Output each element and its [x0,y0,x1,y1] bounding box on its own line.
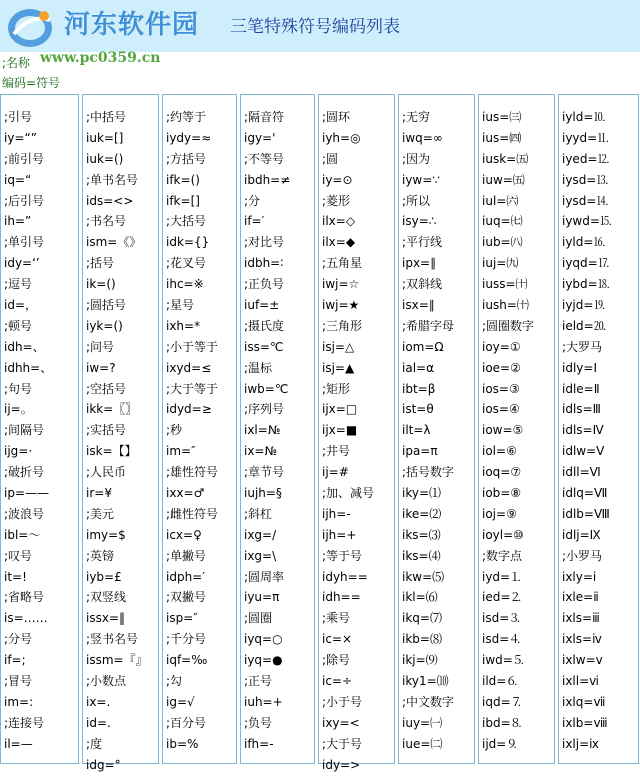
symbol-code: iyu=π [244,590,280,605]
symbol-code: ij=# [322,465,349,480]
symbol-code: iky1=⑽ [402,674,449,689]
symbol-code: icx=♀ [166,527,202,542]
symbol-name: ;后引号 [4,193,45,208]
symbol-code: idph=′ [166,569,205,584]
symbol-code: iyyd=⒒ [562,130,610,145]
symbol-code: ist=θ [402,402,434,417]
symbol-code: iuw=㈤ [482,172,525,187]
symbol-code: idls=Ⅳ [562,423,604,438]
symbol-code: iyjd=⒚ [562,298,606,313]
symbol-name: ;温标 [244,360,273,375]
symbol-code: ixg=\ [244,548,277,563]
symbol-code: isj=△ [322,339,355,354]
symbol-name: ;单撇号 [166,548,207,563]
symbol-code: if=′ [244,214,265,229]
symbol-code: iol=⑥ [482,444,517,459]
symbol-name: ;菱形 [322,193,351,208]
symbol-name: ;逗号 [4,277,33,292]
symbol-code: isp=″ [166,611,198,626]
symbol-code: ih=” [4,214,32,229]
symbol-code: is=…… [4,611,48,626]
symbol-code: id=， [4,298,38,313]
symbol-name: ;正号 [244,674,273,689]
symbol-code: ijd=⒐ [482,736,519,751]
symbol-code: ield=⒛ [562,318,606,333]
symbol-name: ;大括号 [166,214,207,229]
symbol-code: issx=‖ [86,611,125,626]
symbol-code: isd=⒊ [482,611,522,626]
symbol-code: ilx=◇ [322,214,356,229]
symbol-name: ;加、减号 [322,486,375,501]
logo-text: 河东软件园 [64,10,200,40]
symbol-code: iyq=● [244,653,283,668]
symbol-code: idhh=、 [4,360,53,375]
symbol-code: iuf=± [244,298,280,313]
symbol-name: ;圆圈 [244,611,273,626]
symbol-name: ;中文数字 [402,694,455,709]
symbol-code: isk=【】 [86,444,137,459]
symbol-code: im=″ [166,444,196,459]
symbol-code: iyqd=⒘ [562,256,610,271]
symbol-code: ifh=- [244,736,274,751]
symbol-code: iusk=㈤ [482,151,529,166]
symbol-code: ixg=/ [244,527,277,542]
symbol-code: iyb=£ [86,569,122,584]
symbol-name: ;度 [86,736,103,751]
legend-format: 编码=符号 [2,76,61,90]
symbol-code: idll=Ⅵ [562,465,601,480]
symbol-name: ;雌性符号 [166,506,219,521]
symbol-name: ;对比号 [244,235,285,250]
symbol-code: ixly=ⅰ [562,569,597,584]
symbol-name: ;勾 [166,674,183,689]
symbol-code: idlq=Ⅶ [562,486,608,501]
symbol-code: iks=⑷ [402,548,441,563]
page-title: 三笔特殊符号编码列表 [230,17,400,37]
symbol-code: ius=㈣ [482,130,522,145]
symbol-name: ;省略号 [4,590,45,605]
symbol-name: ;破折号 [4,465,45,480]
symbol-code: isd=⒋ [482,632,522,647]
site-header [0,0,640,52]
symbol-code: ibt=β [402,381,436,396]
symbol-code: iydy=≈ [166,130,212,145]
symbol-code: ids=<> [86,193,134,208]
symbol-name: ;小于等于 [166,339,219,354]
symbol-code: idls=Ⅲ [562,402,601,417]
symbol-name: ;无穷 [402,110,431,124]
symbol-name: ;大罗马 [562,339,603,354]
symbol-name: ;单引号 [4,235,45,250]
symbol-code: isj=▲ [322,360,355,375]
logo-url: www.pc0359.cn [40,50,161,66]
symbol-code: iyq=○ [244,632,283,647]
symbol-code: ipx=∥ [402,256,437,271]
column-6 [398,94,475,764]
symbol-code: idlj=Ⅸ [562,527,601,542]
symbol-code: ij=。 [4,402,33,417]
symbol-code: ijh=+ [322,527,357,542]
symbol-code: ig=√ [166,694,195,709]
symbol-name: ;星号 [166,298,195,313]
symbol-code: iuk=[] [86,130,124,145]
symbol-name: ;英镑 [86,548,115,563]
symbol-code: ifk=() [166,172,200,187]
symbol-code: iysd=⒕ [562,193,609,208]
symbol-code: it=! [4,569,27,584]
symbol-code: iom=Ω [402,339,444,354]
symbol-name: ;秒 [166,423,183,438]
symbol-code: ioq=⑦ [482,465,522,480]
symbol-code: iuq=㈦ [482,214,523,229]
symbol-code: ihc=※ [166,277,204,292]
symbol-code: ius=㈢ [482,110,522,124]
symbol-code: iy=⊙ [322,172,353,187]
symbol-name: ;问号 [86,339,115,354]
symbol-code: ik=() [86,277,116,292]
symbol-name: ;等于号 [322,548,363,563]
symbol-code: ios=④ [482,402,520,417]
logo-emblem-icon [4,4,60,50]
symbol-name: ;斜杠 [244,506,273,521]
symbol-code: iob=⑧ [482,486,522,501]
symbol-code: idy=‘’ [4,256,40,271]
symbol-name: ;圆 [322,151,339,166]
symbol-code: ike=⑵ [402,506,442,521]
symbol-code: iul=㈥ [482,193,519,208]
symbol-code: iwd=⒌ [482,653,525,668]
symbol-code: ioy=① [482,339,521,354]
legend-name: ;名称 [2,56,31,70]
symbol-code: ixls=ⅲ [562,611,600,626]
symbol-name: ;双撇号 [166,590,207,605]
symbol-code: iss=℃ [244,339,284,354]
symbol-name: ;中括号 [86,110,127,124]
symbol-name: ;三角形 [322,318,363,333]
symbol-code: ixle=ⅱ [562,590,599,605]
symbol-code: ixll=ⅵ [562,674,599,689]
symbol-code: iwj=☆ [322,277,360,292]
symbol-name: ;花叉号 [166,256,207,271]
symbol-name: ;希腊字母 [402,318,455,333]
symbol-name: ;乘号 [322,611,351,626]
symbol-code: iub=㈧ [482,235,523,250]
symbol-code: iyld=⒗ [562,235,606,250]
symbol-name: ;人民币 [86,465,127,480]
symbol-code: id=. [86,715,111,730]
column-1 [0,94,79,764]
symbol-name: ;连接号 [4,715,45,730]
symbol-code: ism=《》 [86,235,142,250]
symbol-code: ikj=⑼ [402,653,438,668]
symbol-code: idk={} [166,235,210,250]
symbol-code: iuh=+ [244,694,283,709]
symbol-code: ipa=π [402,444,438,459]
symbol-name: ;分号 [4,632,33,647]
symbol-code: iq=“ [4,172,32,187]
symbol-name: ;括号数字 [402,465,455,480]
symbol-code: iyed=⒓ [562,151,610,166]
symbol-code: idle=Ⅱ [562,381,600,396]
symbol-name: ;叹号 [4,548,33,563]
symbol-code: iue=㈡ [402,736,443,751]
column-3 [162,94,237,764]
symbol-name: ;所以 [402,193,431,208]
symbol-name: ;间隔号 [4,423,45,438]
symbol-name: ;因为 [402,151,431,166]
symbol-name: ;美元 [86,506,115,521]
symbol-name: ;小于号 [322,694,363,709]
symbol-code: ib=% [166,736,199,751]
symbol-code: ijx=■ [322,423,358,438]
symbol-name: ;分 [244,193,261,208]
symbol-code: ibd=⒏ [482,715,523,730]
symbol-code: idg=° [86,757,121,772]
symbol-code: ir=¥ [86,486,112,501]
symbol-code: ioj=⑨ [482,506,517,521]
symbol-code: ilt=λ [402,423,431,438]
symbol-name: ;顿号 [4,318,33,333]
symbol-code: ixl=№ [244,423,281,438]
symbol-code: iqd=⒎ [482,694,523,709]
symbol-code: igy=' [244,130,276,145]
symbol-code: ikl=⑹ [402,590,438,605]
symbol-name: ;书名号 [86,214,127,229]
symbol-name: ;圆圈数字 [482,318,535,333]
symbol-code: ip=—— [4,486,50,501]
symbol-code: iy=“” [4,130,37,145]
symbol-code: idly=Ⅰ [562,360,597,375]
symbol-code: ikb=⑻ [402,632,442,647]
symbol-code: idlb=Ⅷ [562,506,610,521]
symbol-code: ixx=♂ [166,486,205,501]
symbol-code: idy=> [322,757,361,772]
symbol-code: ikk=〖〗 [86,402,138,417]
symbol-code: iujh=§ [244,486,282,501]
symbol-code: ixh=* [166,318,201,333]
symbol-code: ixlb=ⅷ [562,715,608,730]
symbol-code: iuy=㈠ [402,715,443,730]
symbol-code: iush=㈩ [482,298,529,313]
symbol-code: iywd=⒖ [562,214,612,229]
symbol-name: ;序列号 [244,402,285,417]
symbol-code: idyd=≥ [166,402,212,417]
symbol-name: ;平行线 [402,235,443,250]
symbol-code: if=; [4,653,26,668]
column-5 [318,94,395,772]
symbol-name: ;雄性符号 [166,465,219,480]
symbol-code: idyh== [322,569,368,584]
symbol-name: ;引号 [4,110,33,124]
symbol-name: ;空括号 [86,381,127,396]
symbol-code: ijx=□ [322,402,358,417]
symbol-name: ;竖书名号 [86,632,139,647]
symbol-name: ;五角星 [322,256,363,271]
symbol-name: ;约等于 [166,110,207,124]
symbol-name: ;隔音符 [244,110,285,124]
symbol-name: ;井号 [322,444,351,459]
symbol-code: idh== [322,590,361,605]
symbol-name: ;方括号 [166,151,207,166]
symbol-code: imy=$ [86,527,126,542]
symbol-name: ;冒号 [4,674,33,689]
symbol-name: ;百分号 [166,715,207,730]
symbol-code: isy=∴ [402,214,437,229]
symbol-code: ioyl=⑩ [482,527,524,542]
symbol-code: ios=③ [482,381,520,396]
symbol-code: iybd=⒙ [562,277,610,292]
symbol-code: iysd=⒔ [562,172,609,187]
symbol-code: iwj=★ [322,298,360,313]
symbol-code: iuss=㈩ [482,277,528,292]
symbol-name: ;波浪号 [4,506,45,521]
symbol-code: ijh=- [322,506,351,521]
symbol-code: ild=⒍ [482,674,519,689]
symbol-code: ixlj=ⅸ [562,736,599,751]
symbol-table [0,94,640,772]
symbol-code: ic=÷ [322,674,353,689]
symbol-code: iqf=‰ [166,653,208,668]
symbol-code: ifk=[] [166,193,200,208]
symbol-name: ;单书名号 [86,172,139,187]
symbol-name: ;双斜线 [402,277,443,292]
symbol-name: ;矩形 [322,381,351,396]
symbol-code: im=: [4,694,34,709]
symbol-code: ixlw=ⅴ [562,653,603,668]
column-8 [558,94,639,764]
symbol-name: ;除号 [322,653,351,668]
symbol-name: ;小数点 [86,674,127,689]
column-7 [478,94,555,764]
symbol-code: iyd=⒈ [482,569,523,584]
symbol-code: ibdh=≠ [244,172,291,187]
symbol-code: iks=⑶ [402,527,441,542]
symbol-code: ix=. [86,694,111,709]
symbol-code: iyh=◎ [322,130,361,145]
symbol-name: ;圆环 [322,110,351,124]
symbol-code: iky=⑴ [402,486,442,501]
symbol-code: ikw=⑸ [402,569,445,584]
symbol-code: ixlq=ⅶ [562,694,606,709]
symbol-code: iyw=∵ [402,172,440,187]
symbol-code: iuj=㈨ [482,256,519,271]
symbol-name: ;圆括号 [86,298,127,313]
symbol-code: ikq=⑺ [402,611,442,626]
symbol-name: ;括号 [86,256,115,271]
symbol-name: ;大于等于 [166,381,219,396]
symbol-name: ;前引号 [4,151,45,166]
symbol-code: idlw=Ⅴ [562,444,605,459]
symbol-name: ;小罗马 [562,548,603,563]
symbol-name: ;千分号 [166,632,207,647]
symbol-code: ilx=◆ [322,235,356,250]
symbol-code: iyld=⒑ [562,110,606,124]
symbol-code: iwb=℃ [244,381,289,396]
symbol-name: ;章节号 [244,465,285,480]
symbol-code: ioe=② [482,360,521,375]
symbol-code: isx=∥ [402,298,435,313]
symbol-code: ibl=～ [4,527,41,542]
symbol-name: ;数字点 [482,548,523,563]
symbol-name: ;句号 [4,381,33,396]
symbol-code: ic=× [322,632,353,647]
symbol-name: ;双竖线 [86,590,127,605]
symbol-name: ;实括号 [86,423,127,438]
symbol-code: iwq=∞ [402,130,443,145]
symbol-code: iow=⑤ [482,423,524,438]
column-4 [240,94,315,764]
symbol-name: ;圆周率 [244,569,285,584]
symbol-code: ial=α [402,360,434,375]
symbol-name: ;大于号 [322,736,363,751]
symbol-code: iyk=() [86,318,123,333]
symbol-code: il=— [4,736,33,751]
symbol-code: ied=⒉ [482,590,523,605]
symbol-code: issm=『』 [86,653,148,668]
symbol-code: ix=№ [244,444,277,459]
symbol-code: ixy=< [322,715,360,730]
symbol-code: iuk=() [86,151,124,166]
symbol-name: ;摄氏度 [244,318,285,333]
symbol-code: ixyd=≤ [166,360,212,375]
column-2 [82,94,159,772]
symbol-code: idbh=∶ [244,256,284,271]
symbol-code: iw=? [86,360,116,375]
symbol-name: ;负号 [244,715,273,730]
symbol-code: ijg=· [4,444,33,459]
symbol-name: ;正负号 [244,277,285,292]
symbol-code: ixls=ⅳ [562,632,602,647]
symbol-name: ;不等号 [244,151,285,166]
symbol-code: idh=、 [4,339,45,354]
